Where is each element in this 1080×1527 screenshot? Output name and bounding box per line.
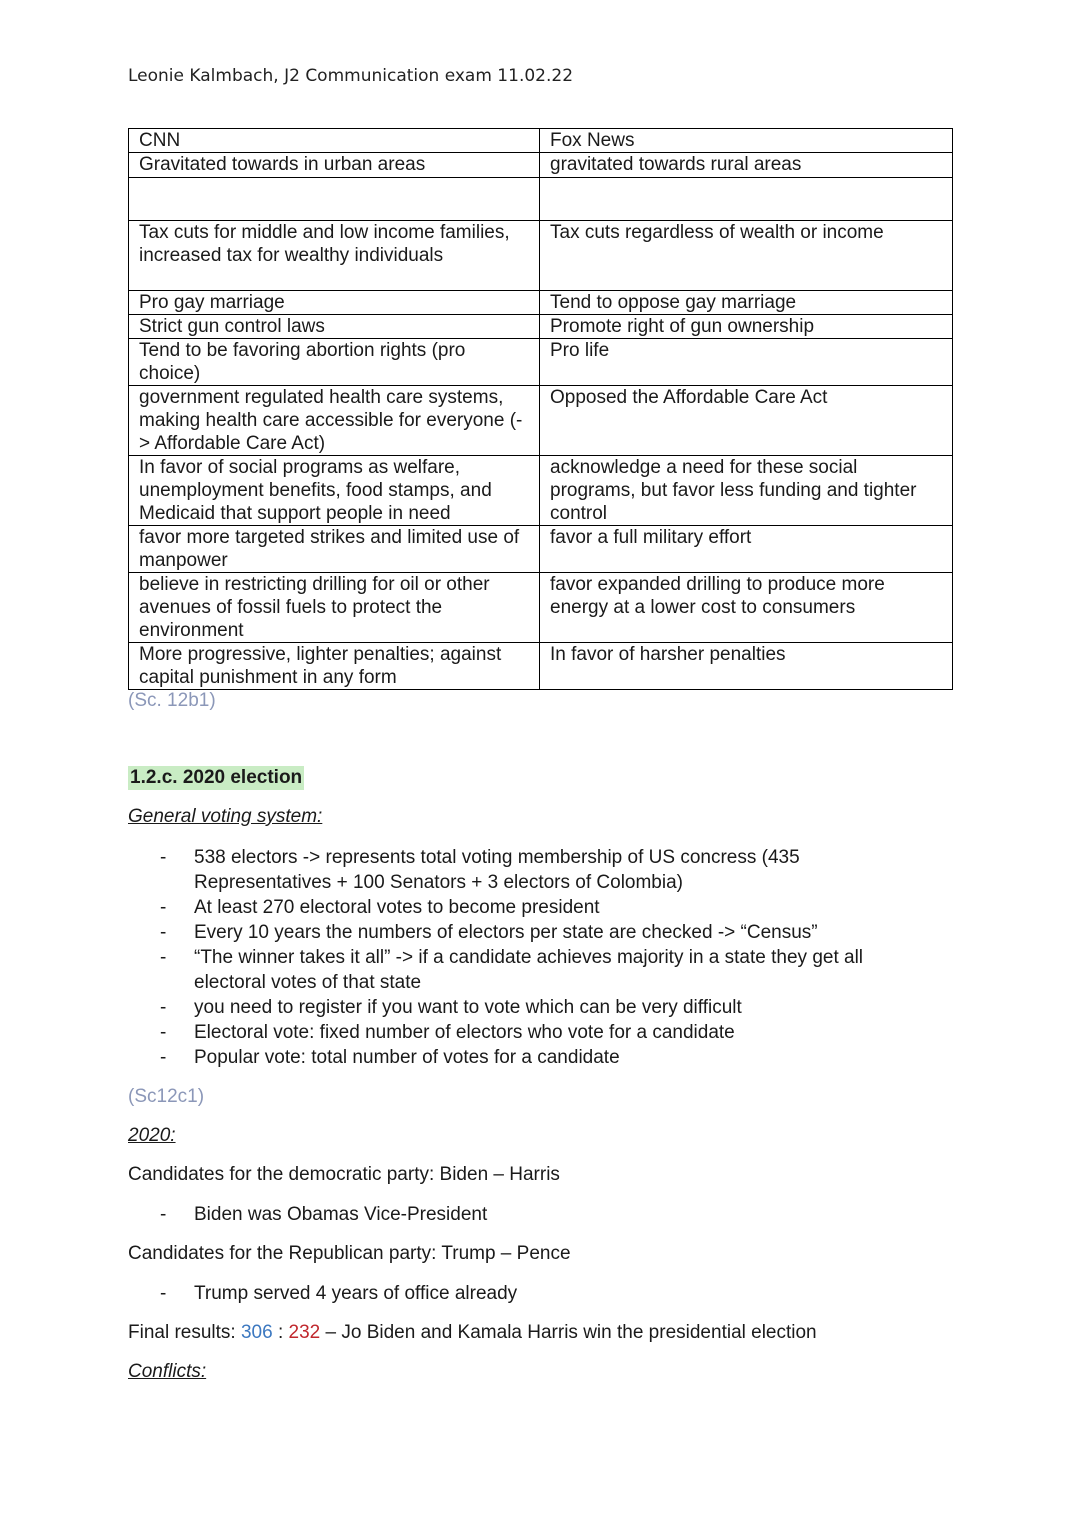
voting-bullets: [128, 845, 928, 1070]
table-row: [129, 339, 953, 386]
fox-cell: acknowledge a need for these social programs, but favor less funding and tighter control: [540, 456, 953, 526]
voting-source: (Sc12c1): [128, 1086, 205, 1107]
fox-cell: gravitated towards rural areas: [540, 153, 953, 178]
cnn-cell: More progressive, lighter penalties; against capital punishment in any form: [129, 643, 540, 690]
table-row: [129, 526, 953, 573]
results-text: – Jo Biden and Kamala Harris win the presidential election: [320, 1322, 817, 1343]
rep-electoral-votes: 232: [288, 1322, 321, 1343]
fox-cell: In favor of harsher penalties: [540, 643, 953, 690]
table-source: (Sc. 12b1): [128, 690, 216, 711]
table-row: [129, 129, 953, 153]
table-row: [129, 643, 953, 690]
fox-cell: Tax cuts regardless of wealth or income: [540, 221, 953, 291]
table-row: [129, 153, 953, 178]
table-row: [129, 291, 953, 315]
table-row: [129, 573, 953, 643]
dem-bullet: - Biden was Obamas Vice-President: [128, 1204, 487, 1226]
list-item: - Electoral vote: fixed number of electors who vote for a candidate: [128, 1020, 928, 1045]
fox-cell: favor a full military effort: [540, 526, 953, 573]
table-row: [129, 221, 953, 291]
section-title: 1.2.c. 2020 election: [130, 767, 303, 788]
voting-system-heading: General voting system:: [128, 806, 323, 827]
comparison-table: [128, 128, 953, 690]
rep-candidates: Candidates for the Republican party: Trump – Pence: [128, 1243, 571, 1264]
year-heading: 2020:: [128, 1125, 176, 1146]
list-item: - Popular vote: total number of votes for a candidate: [128, 1045, 928, 1070]
fox-cell: Opposed the Affordable Care Act: [540, 386, 953, 456]
table-row: [129, 315, 953, 339]
results-label: Final results:: [128, 1322, 241, 1343]
dem-candidates: Candidates for the democratic party: Biden – Harris: [128, 1164, 560, 1185]
fox-cell: Fox News: [540, 129, 953, 153]
rep-bullet: - Trump served 4 years of office already: [128, 1283, 517, 1305]
dem-electoral-votes: 306: [240, 1322, 273, 1343]
cnn-cell: Gravitated towards in urban areas: [129, 153, 540, 178]
final-results: [128, 1322, 817, 1344]
cnn-cell: Pro gay marriage: [129, 291, 540, 315]
cnn-cell: Tax cuts for middle and low income families, increased tax for wealthy individuals: [129, 221, 540, 291]
cnn-cell: CNN: [129, 129, 540, 153]
list-item: - “The winner takes it all” -> if a candidate achieves majority in a state they get all electoral votes of that state: [128, 945, 928, 995]
fox-cell: favor expanded drilling to produce more energy at a lower cost to consumers: [540, 573, 953, 643]
cnn-cell: Strict gun control laws: [129, 315, 540, 339]
cnn-cell: Tend to be favoring abortion rights (pro choice): [129, 339, 540, 386]
cnn-cell: In favor of social programs as welfare, unemployment benefits, food stamps, and Medicaid that support people in need: [129, 456, 540, 526]
page-header: Leonie Kalmbach, J2 Communication exam 11.02.22: [128, 66, 574, 86]
table-row: [129, 386, 953, 456]
fox-cell: Promote right of gun ownership: [540, 315, 953, 339]
table-row: [129, 178, 953, 221]
fox-cell: [540, 178, 953, 221]
list-item: - At least 270 electoral votes to become president: [128, 895, 928, 920]
fox-cell: Tend to oppose gay marriage: [540, 291, 953, 315]
list-item: - you need to register if you want to vote which can be very difficult: [128, 995, 928, 1020]
conflicts-heading: Conflicts:: [128, 1361, 207, 1382]
results-separator: :: [272, 1322, 289, 1343]
fox-cell: Pro life: [540, 339, 953, 386]
cnn-cell: [129, 178, 540, 221]
list-item: - Every 10 years the numbers of electors per state are checked -> “Census”: [128, 920, 928, 945]
cnn-cell: believe in restricting drilling for oil or other avenues of fossil fuels to protect the environment: [129, 573, 540, 643]
table-row: [129, 456, 953, 526]
cnn-cell: government regulated health care systems, making health care accessible for everyone (-> Affordable Care Act): [129, 386, 540, 456]
cnn-cell: favor more targeted strikes and limited use of manpower: [129, 526, 540, 573]
list-item: - 538 electors -> represents total voting membership of US concress (435 Representatives + 100 Senators + 3 electors of Colombia): [128, 845, 928, 895]
